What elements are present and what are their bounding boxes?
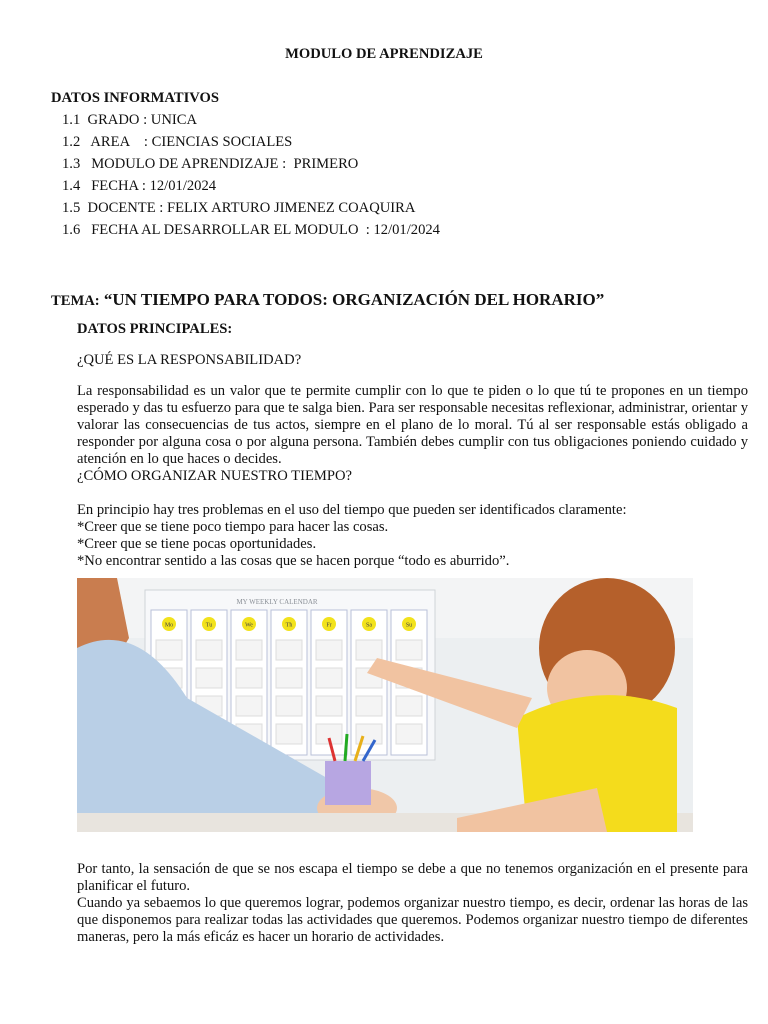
calendar-card: [316, 640, 342, 660]
calendar-card: [236, 668, 262, 688]
calendar-card: [396, 696, 422, 716]
calendar-card: [396, 724, 422, 744]
problem-item: *No encontrar sentido a las cosas que se hacen porque “todo es aburrido”.: [77, 553, 510, 569]
calendar-card: [316, 696, 342, 716]
info-item-docente: 1.5 DOCENTE : FELIX ARTURO JIMENEZ COAQUIRA: [62, 200, 416, 216]
tema-label: TEMA:: [51, 293, 100, 309]
calendar-day-label: Mo: [164, 622, 174, 629]
info-item-area: 1.2 AREA : CIENCIAS SOCIALES: [62, 134, 293, 150]
calendar-card: [196, 640, 222, 660]
calendar-card: [356, 640, 382, 660]
calendar-card: [236, 696, 262, 716]
info-item-fecha-desarrollo: 1.6 FECHA AL DESARROLLAR EL MODULO : 12/01/2024: [62, 222, 440, 238]
problem-item: *Creer que se tiene pocas oportunidades.: [77, 536, 317, 552]
paragraph-conclusion: [77, 861, 748, 946]
photo-child-calendar: [77, 578, 693, 832]
paragraph-responsabilidad: [77, 383, 748, 570]
question-organizar: ¿CÓMO ORGANIZAR NUESTRO TIEMPO?: [77, 468, 352, 484]
datos-principales-heading: DATOS PRINCIPALES:: [77, 321, 233, 337]
calendar-day-label: Su: [405, 622, 413, 629]
calendar-day-label: We: [245, 622, 253, 629]
calendar-card: [316, 668, 342, 688]
info-item-modulo: 1.3 MODULO DE APRENDIZAJE : PRIMERO: [62, 156, 359, 172]
calendar-card: [356, 696, 382, 716]
calendar-card: [396, 640, 422, 660]
problem-item: *Creer que se tiene poco tiempo para hacer las cosas.: [77, 519, 389, 535]
calendar-title: MY WEEKLY CALENDAR: [236, 598, 318, 606]
paragraph-text: Cuando ya sebaemos lo que queremos lograr, podemos organizar nuestro tiempo, es decir, ordenar las horas de las que disponemos para realizar todas las actividades que queremos. Podemos organizar nuestro tiempo de diferentes maneras, pero la más eficáz es hacer un horario de actividades.: [77, 895, 748, 945]
question-responsabilidad: ¿QUÉ ES LA RESPONSABILIDAD?: [77, 352, 302, 368]
datos-informativos-heading: DATOS INFORMATIVOS: [51, 90, 219, 106]
paragraph-text: Por tanto, la sensación de que se nos escapa el tiempo se debe a que no tenemos organización en el presente para planificar el futuro.: [77, 861, 748, 894]
tema-text: “UN TIEMPO PARA TODOS: ORGANIZACIÓN DEL HORARIO”: [103, 290, 605, 309]
info-item-fecha: 1.4 FECHA : 12/01/2024: [62, 178, 217, 194]
calendar-card: [156, 640, 182, 660]
calendar-card: [276, 640, 302, 660]
paragraph-text: La responsabilidad es un valor que te permite cumplir con lo que te piden o lo que tú te propones en un tiempo esperado y das tu esfuerzo para que te salga bien. Para ser responsable necesitas reflexionar, administrar, orientar y valorar las consecuencias de tus actos, siempre en el plano de lo moral. Tú al ser responsable estás obligado a responder por alguna cosa o por alguna persona. También debes cumplir con tus obligaciones poniendo cuidado y atención en lo que haces o decides.: [77, 383, 748, 467]
info-item-grado: 1.1 GRADO : UNICA: [62, 112, 197, 128]
document-title: MODULO DE APRENDIZAJE: [285, 46, 483, 62]
calendar-card: [276, 696, 302, 716]
calendar-card: [276, 668, 302, 688]
calendar-card: [236, 640, 262, 660]
calendar-day-label: Fr: [326, 622, 332, 629]
tema-heading: [51, 290, 604, 310]
calendar-day-label: Th: [285, 622, 293, 629]
photo-illustration: [77, 578, 693, 832]
calendar-day-label: Tu: [205, 622, 213, 629]
calendar-day-label: Sa: [366, 622, 372, 629]
intro-problems: En principio hay tres problemas en el uso del tiempo que pueden ser identificados claramente:: [77, 502, 627, 518]
calendar-card: [196, 668, 222, 688]
calendar-card: [276, 724, 302, 744]
